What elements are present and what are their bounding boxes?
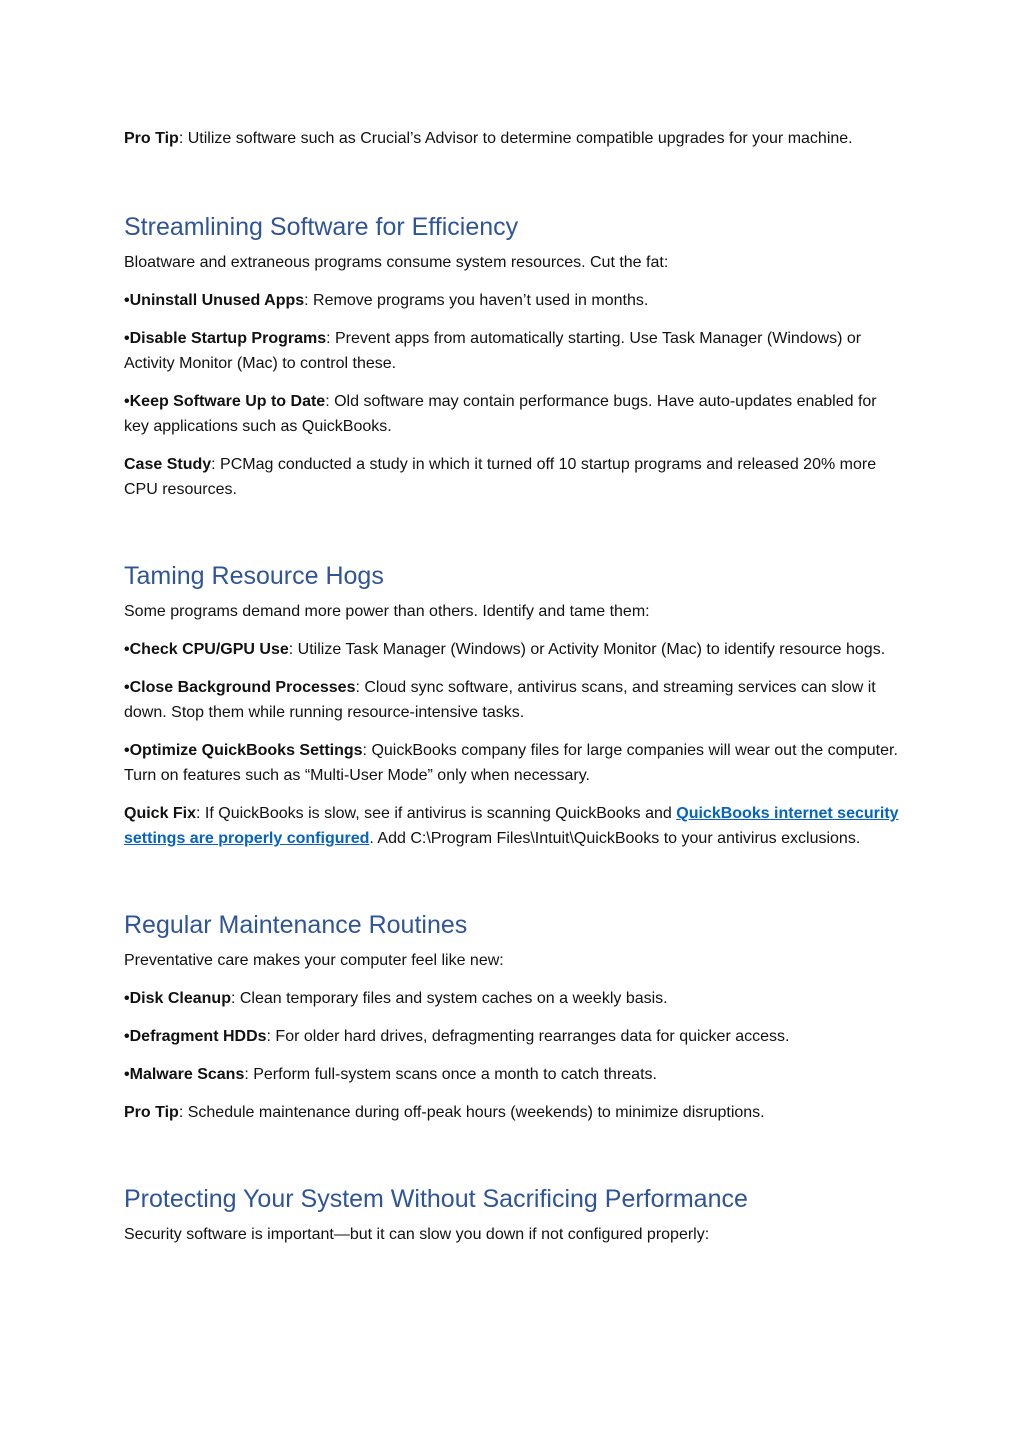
note-text: : PCMag conducted a study in which it turned off 10 startup programs and released 20% more CPU resources. bbox=[124, 456, 877, 498]
section-intro: Bloatware and extraneous programs consume system resources. Cut the fat: bbox=[124, 254, 669, 271]
note-label: Pro Tip bbox=[124, 1104, 179, 1121]
bullet-icon: • bbox=[124, 1066, 130, 1083]
bullet-icon: • bbox=[124, 292, 130, 309]
bullet-title: Keep Software Up to Date bbox=[129, 393, 326, 410]
bullet-text: : QuickBooks company files for large companies will wear out the computer. Turn on features such as “Multi-User Mode” only when necessary. bbox=[124, 742, 898, 784]
bullet-icon: • bbox=[124, 641, 130, 658]
case-study-note bbox=[124, 452, 899, 502]
bullet-icon: • bbox=[124, 393, 130, 410]
bullet-title: Optimize QuickBooks Settings bbox=[129, 742, 363, 759]
section-intro: Some programs demand more power than others. Identify and tame them: bbox=[124, 603, 650, 620]
bullet-item bbox=[124, 326, 899, 376]
pro-tip-label: Pro Tip bbox=[124, 130, 179, 147]
pro-tip-text: : Utilize software such as Crucial’s Advisor to determine compatible upgrades for your machine. bbox=[178, 130, 853, 147]
section-heading: Regular Maintenance Routines bbox=[124, 911, 468, 939]
bullet-title: Close Background Processes bbox=[129, 679, 356, 696]
section-streamlining-software bbox=[124, 211, 899, 502]
bullet-icon: • bbox=[124, 1028, 130, 1045]
section-heading: Streamlining Software for Efficiency bbox=[124, 213, 519, 241]
quick-fix-note bbox=[124, 801, 899, 851]
bullet-text: : Perform full-system scans once a month to catch threats. bbox=[244, 1066, 657, 1083]
section-taming-resource-hogs bbox=[124, 560, 899, 851]
bullet-text: : Prevent apps from automatically starting. Use Task Manager (Windows) or Activity Monitor (Mac) to control these. bbox=[124, 330, 862, 372]
bullet-text: : For older hard drives, defragmenting rearranges data for quicker access. bbox=[266, 1028, 790, 1045]
bullet-item bbox=[124, 389, 899, 439]
intro-pro-tip bbox=[124, 126, 899, 151]
bullet-icon: • bbox=[124, 742, 130, 759]
bullet-text: : Old software may contain performance bugs. Have auto-updates enabled for key applications such as QuickBooks. bbox=[124, 393, 877, 435]
note-label: Case Study bbox=[124, 456, 212, 473]
bullet-item bbox=[124, 637, 899, 662]
pro-tip-note bbox=[124, 1100, 899, 1125]
bullet-item bbox=[124, 738, 899, 788]
quickbooks-security-link[interactable]: QuickBooks internet security settings are properly configured bbox=[124, 805, 899, 847]
bullet-text: : Clean temporary files and system caches on a weekly basis. bbox=[230, 990, 668, 1007]
bullet-text: : Utilize Task Manager (Windows) or Activity Monitor (Mac) to identify resource hogs. bbox=[288, 641, 886, 658]
bullet-item bbox=[124, 675, 899, 725]
document-body bbox=[124, 126, 899, 1260]
note-text: : Schedule maintenance during off-peak hours (weekends) to minimize disruptions. bbox=[178, 1104, 765, 1121]
section-intro: Security software is important—but it can slow you down if not configured properly: bbox=[124, 1226, 710, 1243]
note-text-before: : If QuickBooks is slow, see if antivirus is scanning QuickBooks and bbox=[196, 805, 677, 822]
bullet-title: Malware Scans bbox=[129, 1066, 245, 1083]
section-intro: Preventative care makes your computer feel like new: bbox=[124, 952, 504, 969]
section-regular-maintenance bbox=[124, 909, 899, 1125]
section-heading: Taming Resource Hogs bbox=[124, 562, 384, 590]
bullet-text: : Cloud sync software, antivirus scans, and streaming services can slow it down. Stop them while running resource-intensive tasks. bbox=[124, 679, 876, 721]
note-text-after: . Add C:\Program Files\Intuit\QuickBooks to your antivirus exclusions. bbox=[369, 830, 861, 847]
section-heading: Protecting Your System Without Sacrificing Performance bbox=[124, 1185, 748, 1213]
bullet-icon: • bbox=[124, 990, 130, 1007]
bullet-text: : Remove programs you haven’t used in months. bbox=[304, 292, 649, 309]
bullet-title: Uninstall Unused Apps bbox=[129, 292, 305, 309]
bullet-item bbox=[124, 1024, 899, 1049]
bullet-icon: • bbox=[124, 679, 130, 696]
bullet-title: Disk Cleanup bbox=[129, 990, 231, 1007]
note-label: Quick Fix bbox=[124, 805, 197, 822]
section-protecting-system bbox=[124, 1183, 899, 1247]
bullet-item bbox=[124, 1062, 899, 1087]
bullet-icon: • bbox=[124, 330, 130, 347]
bullet-item bbox=[124, 288, 899, 313]
bullet-item bbox=[124, 986, 899, 1011]
bullet-title: Defragment HDDs bbox=[129, 1028, 267, 1045]
bullet-title: Disable Startup Programs bbox=[129, 330, 327, 347]
bullet-title: Check CPU/GPU Use bbox=[129, 641, 289, 658]
